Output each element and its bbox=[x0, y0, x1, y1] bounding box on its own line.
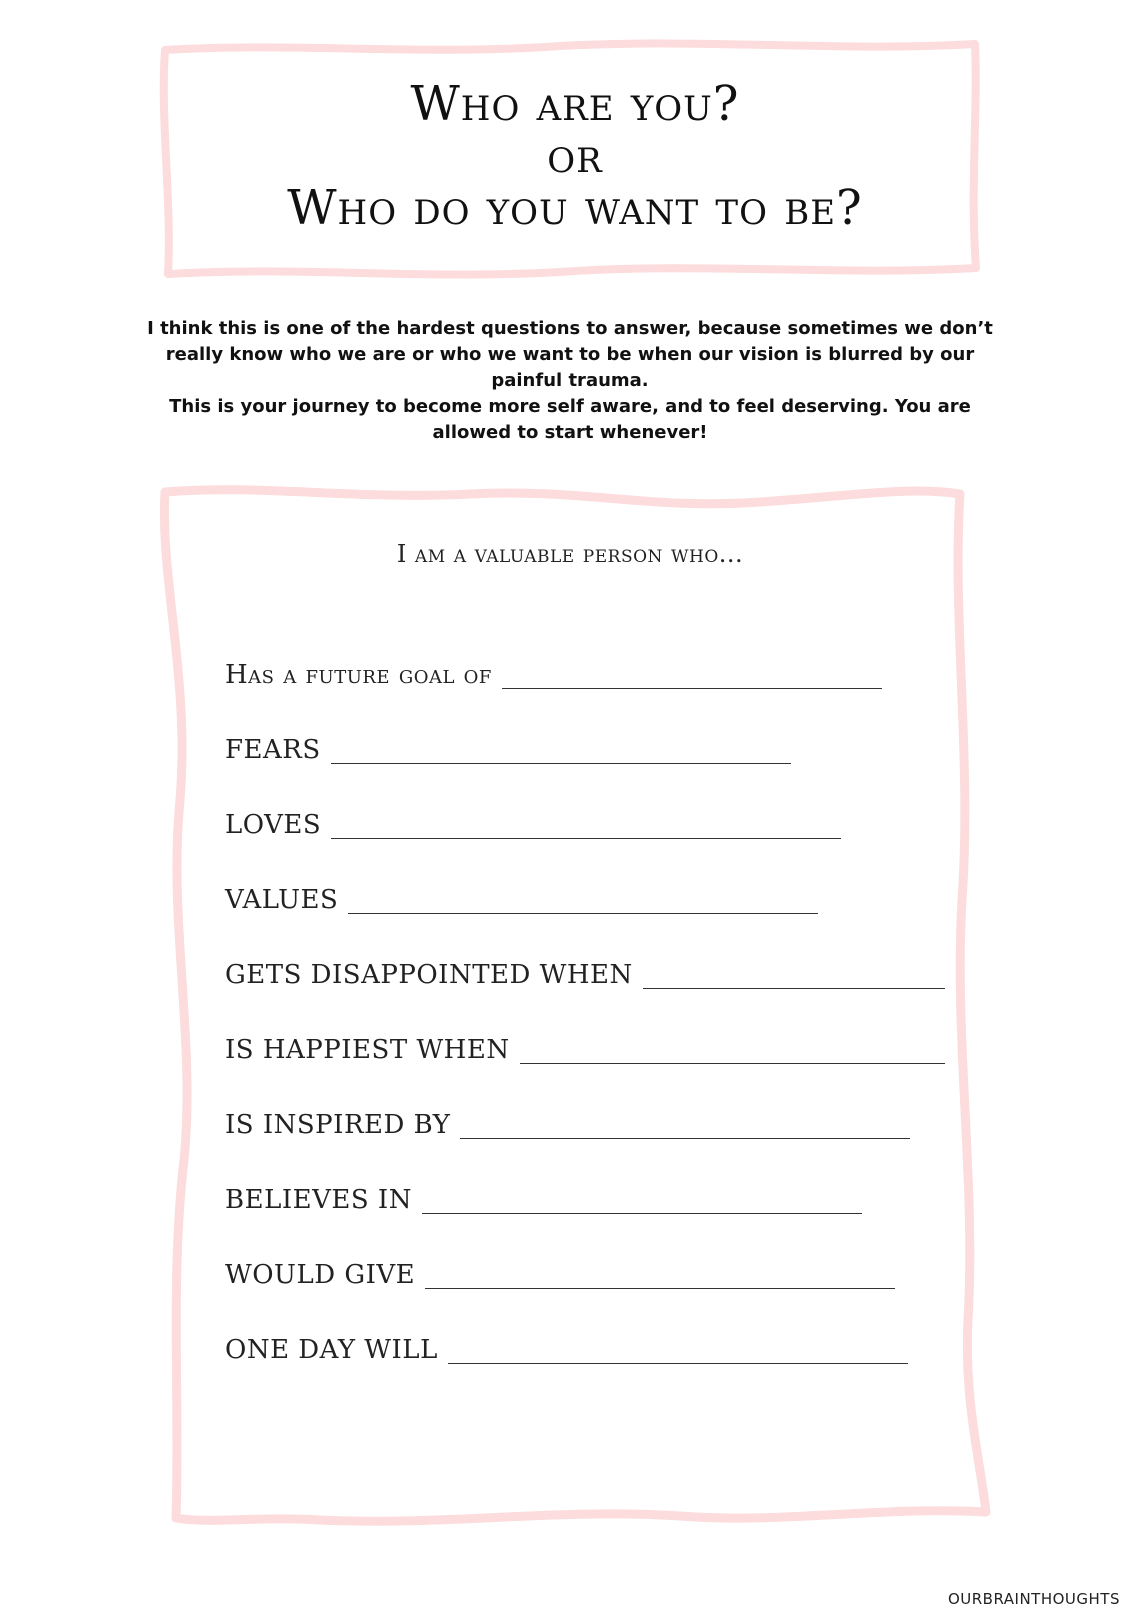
prompt-item bbox=[225, 960, 945, 1035]
prompt-label-disappointed: GETS DISAPPOINTED WHEN bbox=[225, 960, 633, 990]
prompt-label-one-day: ONE DAY WILL bbox=[225, 1335, 438, 1365]
prompt-item bbox=[225, 735, 945, 810]
prompt-item bbox=[225, 885, 945, 960]
footer-brand: OURBRAINTHOUGHTS bbox=[947, 1590, 1120, 1608]
worksheet-heading: I am a valuable person who... bbox=[396, 540, 744, 568]
prompt-label-inspired: IS INSPIRED BY bbox=[225, 1110, 451, 1140]
prompt-item bbox=[225, 1185, 945, 1260]
intro-paragraph-1: I think this is one of the hardest questions to answer, because sometimes we don’t really know who we are or who we want to be when our vision is blurred by our painful trauma. bbox=[147, 318, 993, 391]
answer-line-one-day[interactable] bbox=[448, 1335, 908, 1364]
prompt-label-fears: FEARS bbox=[225, 735, 321, 765]
prompt-label-loves: LOVES bbox=[225, 810, 322, 840]
answer-line-happiest[interactable] bbox=[520, 1035, 945, 1064]
answer-line-would-give[interactable] bbox=[425, 1260, 895, 1289]
title-line-1: Who are you? bbox=[410, 76, 740, 132]
answer-line-disappointed[interactable] bbox=[643, 960, 945, 989]
answer-line-loves[interactable] bbox=[331, 810, 841, 839]
prompt-item bbox=[225, 1260, 945, 1335]
answer-line-fears[interactable] bbox=[331, 735, 791, 764]
prompt-label-believes: BELIEVES IN bbox=[225, 1185, 412, 1215]
prompt-item bbox=[225, 660, 945, 735]
prompt-label-would-give: WOULD GIVE bbox=[225, 1260, 416, 1290]
answer-line-future-goal[interactable] bbox=[502, 660, 882, 689]
title-line-2: or bbox=[547, 128, 603, 184]
intro-paragraph-2: This is your journey to become more self aware, and to feel deserving. You are allowed to start whenever! bbox=[169, 396, 971, 443]
prompt-label-future-goal: Has a future goal of bbox=[225, 660, 492, 690]
prompt-item bbox=[225, 1110, 945, 1185]
title-line-3: Who do you want to be? bbox=[287, 180, 863, 236]
answer-line-believes[interactable] bbox=[422, 1185, 862, 1214]
prompt-label-happiest: IS HAPPIEST WHEN bbox=[225, 1035, 510, 1065]
answer-line-inspired[interactable] bbox=[460, 1110, 910, 1139]
answer-line-values[interactable] bbox=[348, 885, 818, 914]
page-title bbox=[165, 78, 985, 234]
prompt-item bbox=[225, 810, 945, 885]
prompt-label-values: VALUES bbox=[225, 885, 339, 915]
prompt-list bbox=[225, 660, 945, 1410]
prompt-item bbox=[225, 1335, 945, 1410]
prompt-item bbox=[225, 1035, 945, 1110]
